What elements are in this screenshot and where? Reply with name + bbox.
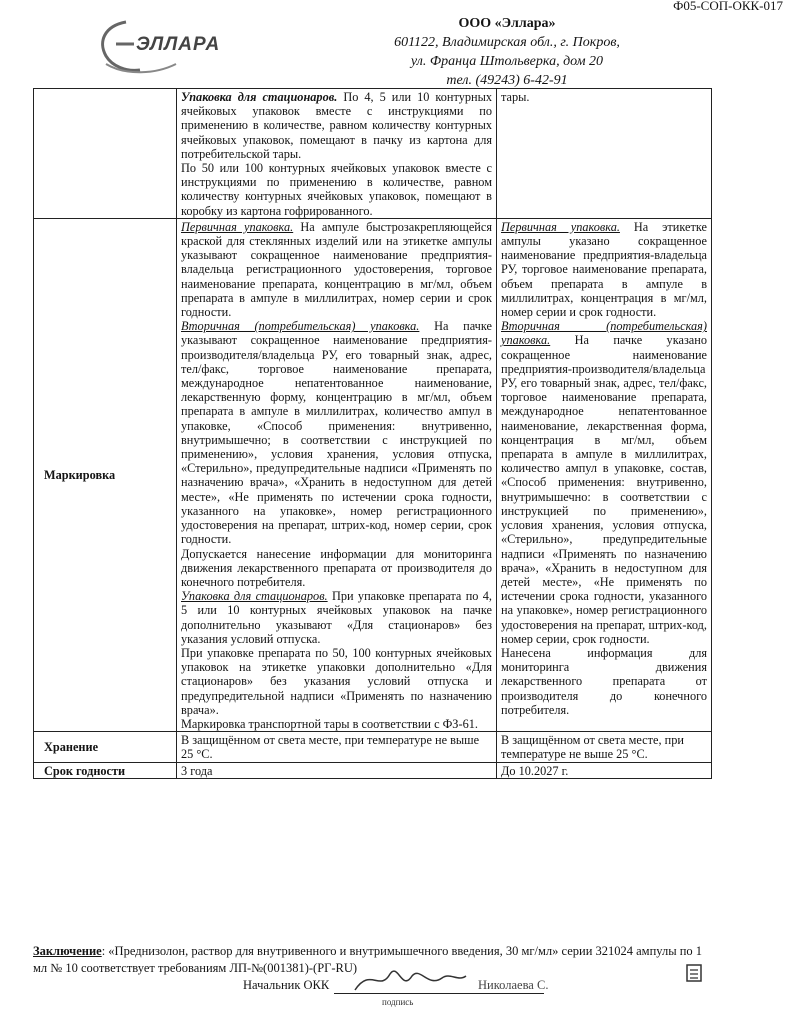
logo-text: ЭЛЛАРА — [136, 34, 221, 55]
company-logo — [96, 14, 246, 78]
marking-res-primary-title: Первичная упаковка. — [501, 219, 620, 234]
packaging-spec-text1: По 4, 5 или 10 контурных ячейковых упаковок вместе с инструкциями по применению в количестве, равном количеству контурных ячейковых упаковок, помещают в пачку из картона для потребительской тары. — [181, 90, 492, 161]
marking-spec-secondary-text: На пачке указывают сокращенное наименование предприятия-производителя/владельца РУ, его товарный знак, адрес, тел/факс, торговое наименование препарата, международное непатентованное наименование, лекарственную форму, концентрацию в мг/мл, объем препарата в ампуле в миллилитрах, количество ампул в упаковке, «Способ применения: внутривенно, внутримышечно; в соответствии с инструкцией по применению», условия хранения, условия отпуска, «Стерильно», предупредительные надписи «Применять по назначению врача», «Хранить в недоступном для детей месте», «Не применять по истечении срока годности, указанного на упаковке», номер регистрационного удостоверения на препарат, штрих-код, номер серии, срок годности. — [181, 319, 492, 547]
marking-res-secondary-text: На пачке указано сокращенное наименование предприятия-производителя/владельца РУ, его товарный знак, адрес, тел/факс, торговое наименование препарата, международное непатентованное наименование, лекарственная форма, концентрация в мг/мл, объем препарата в ампуле в миллилитрах, количество ампул в упаковке, состав, «Способ применения: внутривенно, внутримышечно: в соответствии с инструкцией по применению», условия хранения, условия отпуска, «Стерильно», предупредительные надписи «Применять по назначению врача», «Хранить в недоступном для детей месте», «Не применять по истечении срока годности, указанного на упаковке», номер регистрационного удостоверения на препарат, штрих-код, номер серии, срок годности. — [501, 333, 707, 646]
handwritten-signature-icon — [350, 962, 470, 998]
company-name: ООО «Эллара» — [458, 16, 556, 31]
marking-spec-hospital-text: При упаковке препарата по 4, 5 или 10 контурных ячейковых упаковок на пачке дополнительно указывают «Для стационаров» без указания условий отпуска. — [181, 589, 492, 646]
marking-result-cell — [497, 218, 712, 731]
spec-table — [33, 88, 712, 779]
marking-spec-hospital-title: Упаковка для стационаров. — [181, 589, 328, 604]
marking-spec-transport: Маркировка транспортной тары в соответствии с ФЗ-61. — [181, 716, 478, 731]
storage-label: Хранение — [34, 732, 177, 762]
marking-spec-secondary-title: Вторичная (потребительская) упаковка. — [181, 319, 420, 334]
shelf-life-label: Срок годности — [34, 762, 177, 778]
table-row-storage — [34, 732, 712, 762]
marking-label: Маркировка — [34, 218, 177, 731]
marking-res-primary-text: На этикетке ампулы указано сокращенное наименование предприятия-владельца РУ, торговое наименование препарата, объем препарата в ампуле в миллилитрах, концентрация в мг/мл, номер серии и срок годности. — [501, 219, 707, 320]
marking-spec-hospital-text2: При упаковке препарата по 50, 100 контурных ячейковых упаковок на этикетке упаковки дополнительно «Для стационаров» без указания условий отпуска и предупредительной надписи «Применять по назначению врача». — [181, 645, 492, 717]
marking-spec-monitoring: Допускается нанесение информации для мониторинга движения лекарственного препарата от производителя до конечного потребителя. — [181, 546, 492, 589]
storage-spec: В защищённом от света месте, при температуре не выше 25 °С. — [177, 732, 497, 762]
conclusion-text: : «Преднизолон, раствор для внутривенного и внутримышечного введения, 30 мг/мл» серии 321024 ампулы по 1 мл № 10 соответствует требованиям ЛП-№(001381)-(РГ-RU) — [33, 944, 703, 975]
marking-spec-primary-text: На ампуле быстрозакрепляющейся краской для стеклянных изделий или на этикетке ампулы указывают сокращенное наименование предприятия-владельца регистрационного удостоверения, торговое наименование препарата, концентрацию в мг/мл, объем препарата в ампуле в миллилитрах, номер серии и срок годности. — [181, 219, 492, 320]
packaging-spec-title: Упаковка для стационаров. — [181, 90, 338, 104]
marking-spec-cell — [177, 218, 497, 731]
packaging-spec-text2: По 50 или 100 контурных ячейковых упаковок вместе с инструкциями по применению в количестве, равном количеству контурных ячейковых упаковок, помещают в коробку из картона гофрированного. — [181, 161, 492, 218]
marking-res-secondary-title: Вторичная (потребительская) упаковка. — [501, 319, 707, 348]
company-phone: тел. (49243) 6-42-91 — [446, 73, 568, 88]
shelf-life-result: До 10.2027 г. — [497, 762, 712, 778]
shelf-life-spec: 3 года — [177, 762, 497, 778]
document-stamp-icon — [684, 963, 704, 983]
table-row-shelf-life — [34, 762, 712, 778]
packaging-label-cell — [34, 89, 177, 219]
marking-res-monitoring: Нанесена информация для мониторинга движения лекарственного препарата от производителя до конечного потребителя. — [501, 645, 707, 717]
company-address-line2: ул. Франца Штольверка, дом 20 — [410, 54, 604, 69]
signature-name: Николаева С. — [478, 978, 549, 992]
packaging-result: тары. — [501, 90, 530, 104]
signature-caption: подпись — [382, 997, 414, 1007]
packaging-result-cell — [497, 89, 712, 219]
storage-result: В защищённом от света месте, при температуре не выше 25 °С. — [497, 732, 712, 762]
conclusion-label: Заключение — [33, 944, 102, 958]
table-row-packaging — [34, 89, 712, 219]
company-block — [372, 14, 642, 90]
table-row-marking — [34, 218, 712, 731]
signature-position: Начальник ОКК — [243, 978, 330, 992]
form-code: Ф05-СОП-ОКК-017 — [673, 0, 783, 13]
company-address-line1: 601122, Владимирская обл., г. Покров, — [394, 35, 620, 50]
packaging-spec-cell — [177, 89, 497, 219]
marking-spec-primary-title: Первичная упаковка. — [181, 219, 294, 234]
